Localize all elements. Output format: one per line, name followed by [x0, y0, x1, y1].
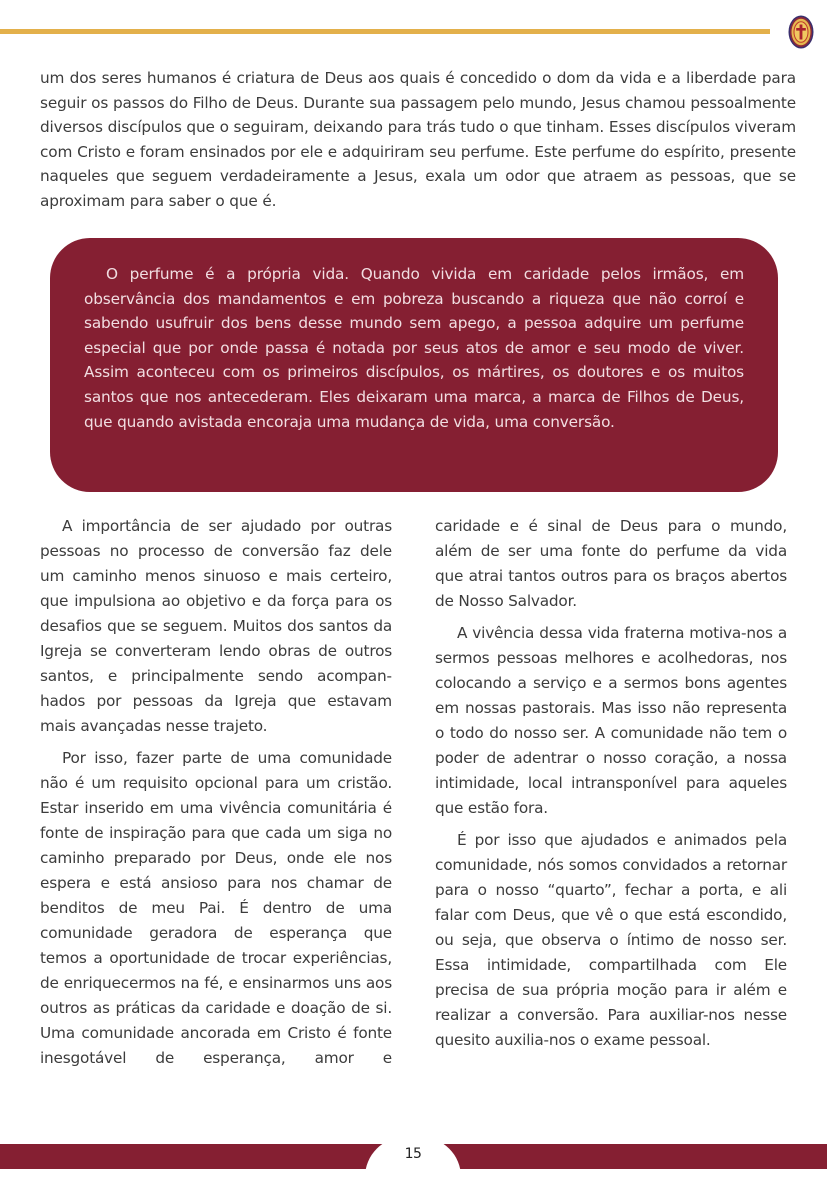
intro-paragraph: um dos seres humanos é criatura de Deus aos quais é concedido o dom da vida e a liberdade para seguir os passos do Filho de Deus. Durante sua passagem pelo mundo, Jesus chamou pessoalmente diversos discípulos que o seguiram, deixando para trás tudo o que tinham. Esses discípulos viveram com Cristo e foram ensinados por ele e adquiriram seu perfume. Este perfume do espírito, presente naqueles que seguem verdadeiramente a Jesus, exala um odor que atraem as pessoas, que se aproximam para saber o que é. — [40, 69, 796, 210]
paragraph: A importância de ser ajudado por outras pessoas no processo de conversão faz dele um caminho menos sinuoso e mais certeiro, que impulsiona ao objetivo e da força para os desafios que se seguem. Muitos dos santos da Igreja se converteram lendo obras de outros santos, e principalmente sendo acompanhados por pessoas da Igreja que estavam mais avançadas nesse trajeto. — [40, 517, 392, 735]
quote-text: O perfume é a própria vida. Quando vivida em caridade pelos irmãos, em observância dos mandamentos e em pobreza buscando a riqueza que não corroí e sabendo usufruir dos bens desse mundo sem apego, a pessoa adquire um perfume especial que por onde passa é notada por seus atos de amor e seu modo de viver. Assim aconteceu com os primeiros discípulos, os mártires, os doutores e os muitos santos que nos antecederam. Eles deixaram uma marca, a marca de Filhos de Deus, que quando avistada encoraja uma mudança de vida, uma conversão. — [84, 265, 744, 431]
paragraph: caridade e é sinal de Deus para o mundo, além de ser uma fonte do perfume da vida que atrai tantos outros para os braços abertos de Nosso Salvador. — [435, 517, 787, 610]
cross-seal-icon — [788, 15, 814, 49]
quote-box — [50, 238, 778, 492]
left-column — [40, 514, 392, 1078]
paragraph: Por isso, fazer parte de uma comunidade não é um requisito opcional para um cristão. Estar inserido em uma vivência comunitária é fonte de inspiração para que cada um siga no caminho preparado por Deus, onde ele nos espera e está ansioso para nos chamar de benditos de meu Pai. É dentro de uma comunidade geradora de esperança que temos a oportunidade de trocar experiências, de enriquecermos na fé, e ensinarmos uns aos outros as práticas da caridade e doação de si. Uma comunidade ancorada em Cristo é fonte inesgotável de esperança, amor e — [40, 749, 392, 1067]
right-column — [435, 514, 787, 1060]
paragraph: A vivência dessa vida fraterna motiva-nos a sermos pessoas melhores e acolhedoras, nos colocando a serviço e a sermos bons agentes em nossas pastorais. Mas isso não representa o todo do nosso ser. A comunidade não tem o poder de adentrar o nosso coração, a nossa intimidade, local intransponível para aqueles que estão fora. — [435, 624, 787, 817]
paragraph: É por isso que ajudados e animados pela comunidade, nós somos convidados a retornar para o nosso “quarto”, fechar a porta, e ali falar com Deus, que vê o que está escondido, ou seja, que observa o íntimo de nosso ser. Essa intimidade, compartilhada com Ele precisa de sua própria moção para ir além e realizar a conversão. Para auxiliar-nos nesse quesito auxilia-nos o exame pessoal. — [435, 831, 787, 1049]
header-rule — [0, 29, 770, 34]
page-number: 15 — [404, 1146, 422, 1162]
